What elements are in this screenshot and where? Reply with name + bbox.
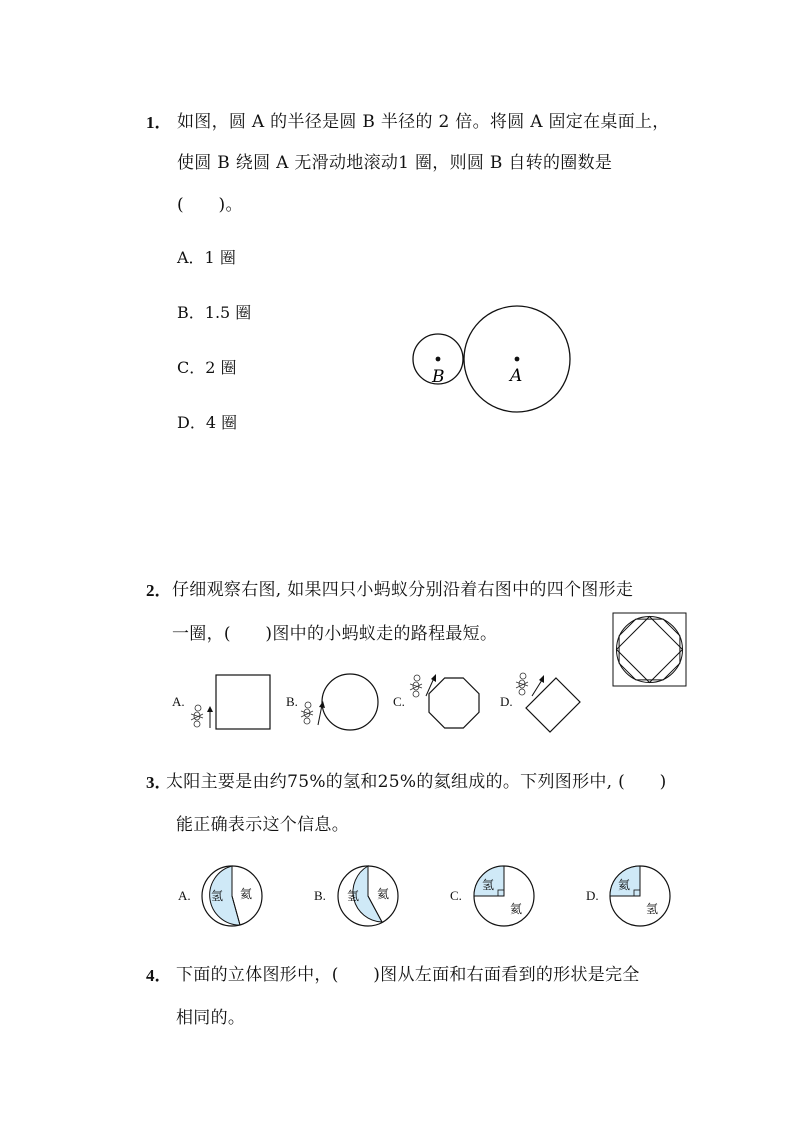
option-b-label[interactable]: B. — [286, 694, 298, 709]
option-b-label[interactable]: B. — [314, 888, 326, 903]
option-c-label[interactable]: C. — [393, 694, 405, 709]
option-b[interactable]: B．1.5 圈 — [177, 303, 252, 322]
helium-label: 氦 — [377, 887, 390, 901]
center-b-dot — [436, 357, 441, 362]
option-c[interactable]: C．2 圈 — [177, 358, 237, 377]
circle-shape[interactable] — [320, 672, 380, 732]
option-a-label[interactable]: A. — [172, 694, 185, 709]
label-a: A — [510, 366, 523, 386]
question-text-line: 如图，圆 A 的半径是圆 B 半径的 2 倍。将圆 A 固定在桌面上， — [177, 112, 670, 132]
hydrogen-label: 氢 — [482, 878, 495, 892]
helium-label: 氦 — [510, 902, 523, 916]
diamond-shape[interactable] — [523, 675, 583, 735]
octagon-shape[interactable] — [425, 674, 483, 732]
question-text-line: 一圈，( )图中的小蚂蚁走的路程最短。 — [172, 624, 498, 644]
question-number: 3． — [146, 773, 172, 792]
option-d-label[interactable]: D. — [500, 694, 513, 709]
answer-blank: ( )。 — [177, 195, 243, 215]
question-text-line: 能正确表示这个信息。 — [176, 815, 349, 835]
question-text-line: 相同的。 — [176, 1008, 246, 1028]
question-text-line: 太阳主要是由约75%的氢和25%的氦组成的。下列图形中, ( ) — [166, 772, 667, 792]
pie-option-d[interactable] — [608, 864, 672, 928]
question-number: 1． — [146, 113, 172, 132]
square-shape[interactable] — [215, 674, 271, 730]
option-a-label[interactable]: A. — [178, 888, 191, 903]
label-b: B — [432, 367, 445, 387]
helium-label: 氦 — [618, 878, 631, 892]
option-a[interactable]: A．1 圈 — [177, 248, 236, 267]
option-d-label[interactable]: D. — [586, 888, 599, 903]
question-number: 2． — [146, 581, 172, 600]
option-d[interactable]: D．4 圈 — [177, 413, 238, 432]
question-text-line: 下面的立体图形中，( )图从左面和右面看到的形状是完全 — [176, 965, 640, 985]
hydrogen-label: 氢 — [211, 889, 224, 903]
helium-label: 氦 — [240, 887, 253, 901]
question-number: 4． — [146, 966, 172, 985]
ant-icon — [187, 700, 215, 730]
pie-option-a[interactable] — [200, 864, 264, 928]
pie-option-c[interactable] — [472, 864, 536, 928]
circles-figure — [405, 300, 580, 420]
pie-option-b[interactable] — [336, 864, 400, 928]
question-text-line: 仔细观察右图, 如果四只小蚂蚁分别沿着右图中的四个图形走 — [172, 580, 634, 600]
center-a-dot — [515, 357, 520, 362]
hydrogen-label: 氢 — [347, 889, 360, 903]
question-text-line: 使圆 B 绕圆 A 无滑动地滚动1 圈，则圆 B 自转的圈数是 — [177, 153, 613, 173]
option-c-label[interactable]: C. — [450, 888, 462, 903]
combined-shapes-figure — [612, 612, 688, 688]
hydrogen-label: 氢 — [646, 902, 659, 916]
